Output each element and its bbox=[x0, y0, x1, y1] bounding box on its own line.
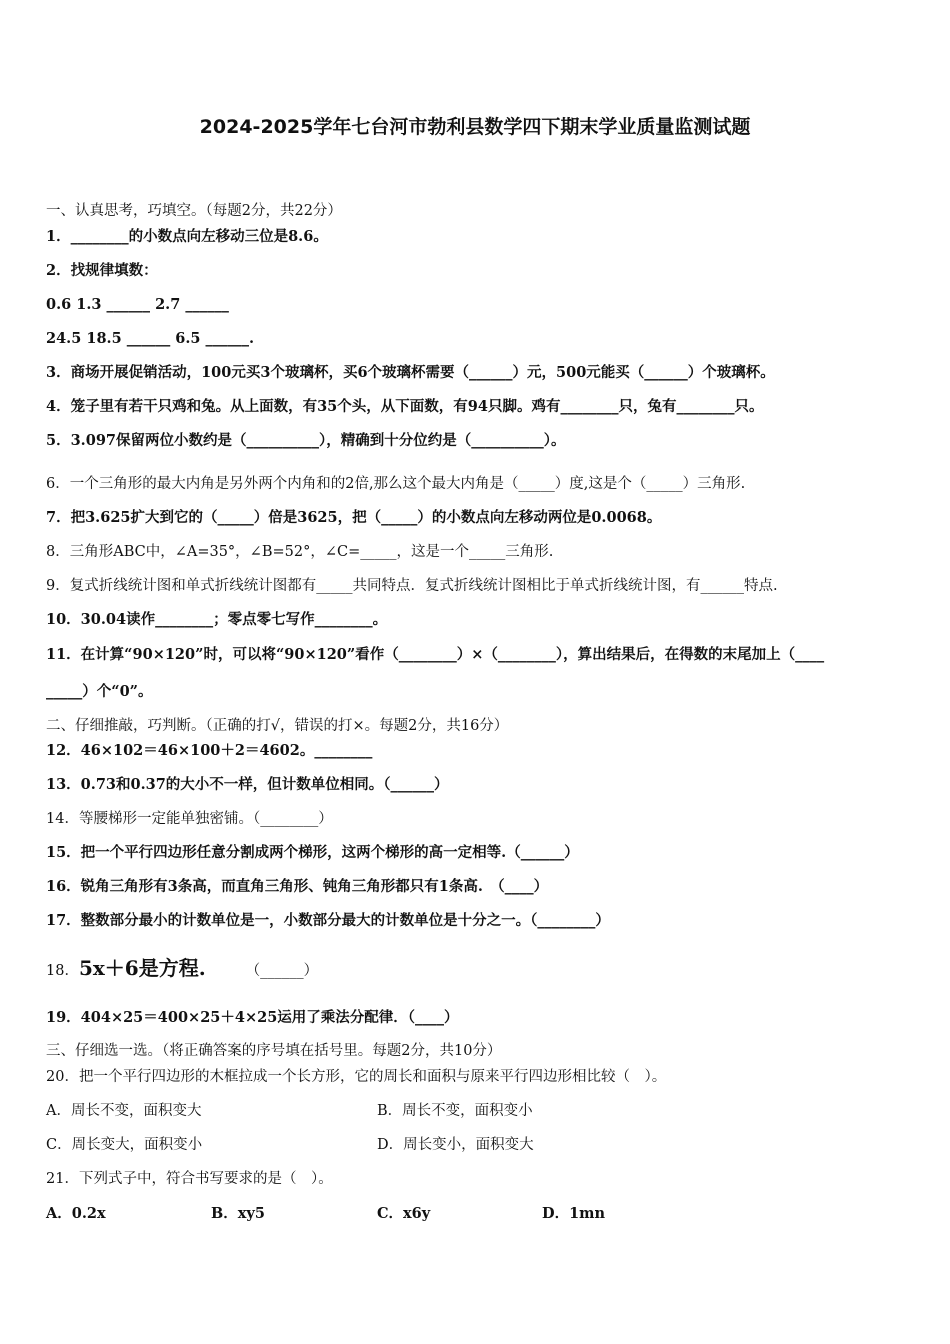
question-9: 9．复式折线统计图和单式折线统计图都有_____共同特点．复式折线统计图相比于单式折线统计图，有______特点. bbox=[46, 578, 778, 594]
question-7: 7．把3.625扩大到它的（_____）倍是3625，把（_____）的小数点向左移动两位是0.0068。 bbox=[46, 509, 662, 526]
question-5: 5．3.097保留两位小数约是（__________），精确到十分位约是（__________）。 bbox=[46, 432, 566, 449]
question-2-sequence-a: 0.6 1.3 ______ 2.7 ______ bbox=[46, 296, 229, 313]
question-21: 21．下列式子中，符合书写要求的是（ ）。 bbox=[46, 1171, 333, 1187]
question-13: 13．0.73和0.37的大小不一样，但计数单位相同。（______） bbox=[46, 776, 449, 793]
question-8: 8．三角形ABC中，∠A=35°，∠B=52°，∠C=_____，这是一个_____三角形. bbox=[46, 544, 554, 560]
question-10: 10．30.04读作________；零点零七写作________。 bbox=[46, 611, 388, 628]
question-20-option-c: C．周长变大，面积变小 bbox=[46, 1137, 203, 1153]
question-20-option-a: A．周长不变，面积变大 bbox=[46, 1103, 202, 1119]
question-18-number: 18． bbox=[46, 963, 79, 979]
question-21-option-b: B．xy5 bbox=[211, 1205, 265, 1222]
question-2: 2．找规律填数： bbox=[46, 262, 158, 279]
page-title: 2024-2025学年七台河市勃利县数学四下期末学业质量监测试题 bbox=[199, 116, 751, 138]
question-3: 3．商场开展促销活动，100元买3个玻璃杯，买6个玻璃杯需要（______）元，500元能买（______）个玻璃杯。 bbox=[46, 364, 775, 381]
question-11-line-2: _____）个“0”。 bbox=[46, 683, 153, 700]
question-18 bbox=[46, 955, 318, 984]
section-1-heading: 一、认真思考，巧填空。（每题2分，共22分） bbox=[46, 203, 342, 219]
question-1: 1．________的小数点向左移动三位是8.6。 bbox=[46, 228, 328, 245]
question-21-option-a: A．0.2x bbox=[46, 1205, 106, 1222]
question-20: 20．把一个平行四边形的木框拉成一个长方形，它的周长和面积与原来平行四边形相比较（ ）。 bbox=[46, 1069, 667, 1085]
question-17: 17．整数部分最小的计数单位是一，小数部分最大的计数单位是十分之一。（________） bbox=[46, 912, 610, 929]
question-11-line-1: 11．在计算“90×120”时，可以将“90×120”看作（________）×（________），算出结果后，在得数的末尾加上（____ bbox=[46, 646, 825, 663]
question-6: 6．一个三角形的最大内角是另外两个内角和的2倍,那么这个最大内角是（_____）度,这是个（_____）三角形. bbox=[46, 476, 746, 492]
question-21-option-d: D．1mn bbox=[542, 1205, 606, 1222]
question-19: 19．404×25＝400×25＋4×25运用了乘法分配律．（____） bbox=[46, 1009, 459, 1026]
question-15: 15．把一个平行四边形任意分割成两个梯形，这两个梯形的高一定相等.（______） bbox=[46, 844, 579, 861]
question-4: 4．笼子里有若干只鸡和兔。从上面数，有35个头，从下面数，有94只脚。鸡有________只，兔有________只。 bbox=[46, 398, 764, 415]
question-18-expression: 5x＋6是方程. bbox=[78, 956, 206, 980]
question-21-option-c: C．x6y bbox=[377, 1205, 431, 1222]
section-2-heading: 二、仔细推敲，巧判断。（正确的打√，错误的打×。每题2分，共16分） bbox=[46, 718, 509, 734]
question-20-option-d: D．周长变小，面积变大 bbox=[377, 1137, 534, 1153]
question-20-option-b: B．周长不变，面积变小 bbox=[377, 1103, 533, 1119]
question-14: 14．等腰梯形一定能单独密铺。（________） bbox=[46, 811, 333, 827]
section-3-heading: 三、仔细选一选。（将正确答案的序号填在括号里。每题2分，共10分） bbox=[46, 1043, 502, 1059]
question-2-sequence-b: 24.5 18.5 ______ 6.5 ______. bbox=[46, 330, 255, 347]
question-18-blank: （______） bbox=[245, 963, 319, 979]
question-12: 12．46×102＝46×100＋2＝4602。________ bbox=[46, 742, 373, 759]
question-16: 16．锐角三角形有3条高，而直角三角形、钝角三角形都只有1条高. （____） bbox=[46, 878, 549, 895]
